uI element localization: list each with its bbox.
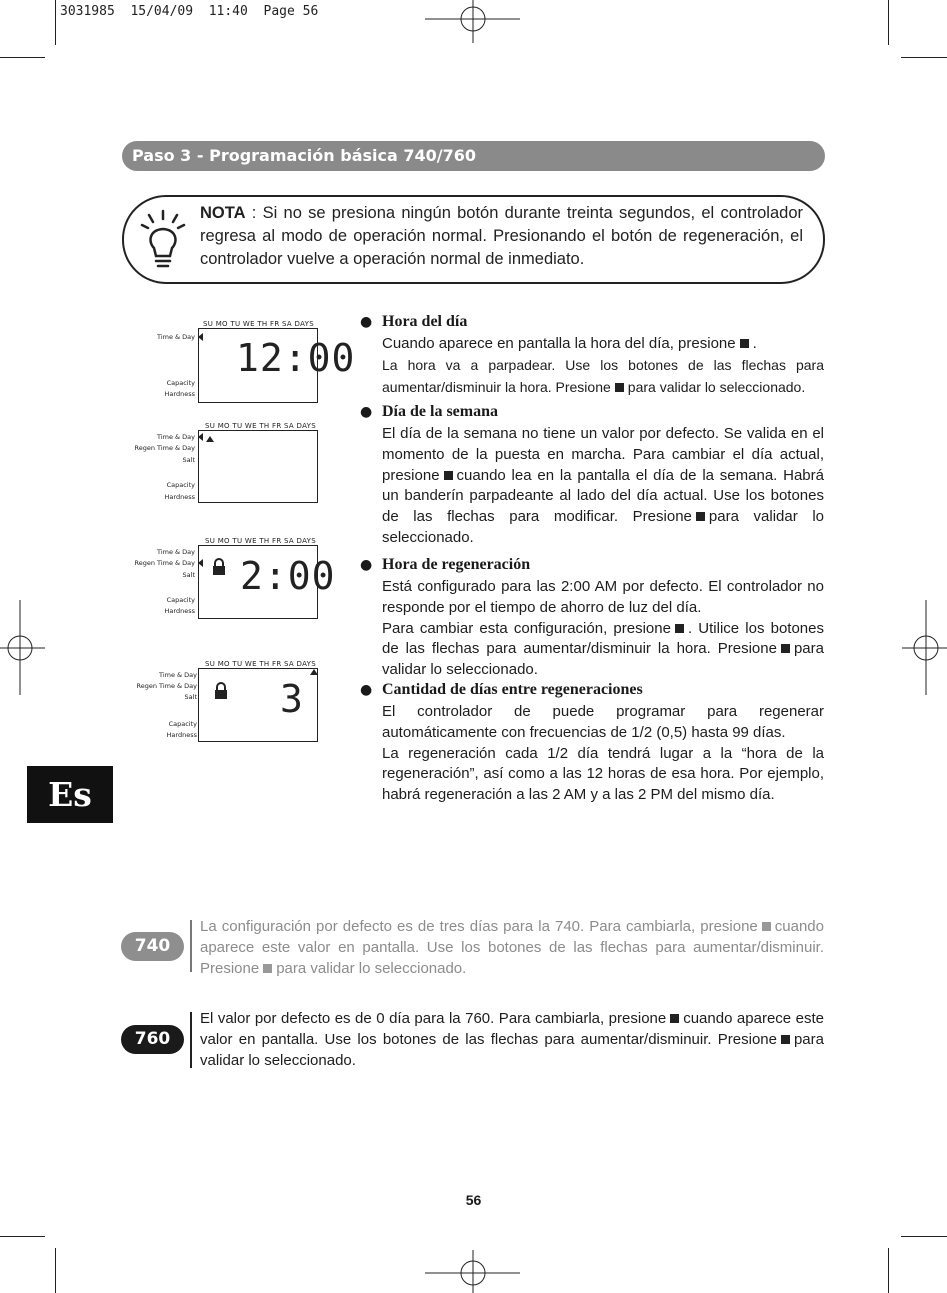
lcd-label: Hardness bbox=[164, 607, 195, 615]
section-text: para validar lo seleccionado. bbox=[382, 640, 824, 679]
day-marker-icon bbox=[206, 436, 214, 442]
set-button-icon bbox=[670, 1014, 679, 1023]
set-button-icon bbox=[263, 964, 272, 973]
section-text: para validar lo seleccionado. bbox=[382, 508, 825, 546]
page-number: 56 bbox=[465, 1192, 482, 1208]
lcd-label: Salt bbox=[182, 571, 195, 579]
flag-icon bbox=[198, 433, 203, 441]
lcd-label: Hardness bbox=[164, 493, 195, 501]
flag-icon bbox=[198, 559, 203, 567]
section-text: Está configurado para las 2:00 AM por defecto. El controlador no responde por el tiempo de ahorro de luz del día. bbox=[382, 578, 824, 616]
lcd-label: Hardness bbox=[164, 390, 195, 398]
set-button-icon bbox=[444, 471, 453, 480]
note-body: : Si no se presiona ningún botón durante treinta segundos, el controlador regresa al modo de operación normal. Presionando el botón de regeneración, el controlador vuelve a operación normal de inmediato. bbox=[200, 204, 803, 268]
flag-icon bbox=[198, 333, 203, 341]
section-text: para validar lo seleccionado. bbox=[627, 378, 806, 395]
note-text bbox=[200, 202, 803, 271]
set-button-icon bbox=[696, 512, 705, 521]
lcd-days-row: SU MO TU WE TH FR SA DAYS bbox=[205, 422, 316, 430]
lcd-label: Regen Time & Day bbox=[136, 682, 197, 690]
section-text: . Utilice los botones de las flechas para aumentar/disminuir la hora. Presione bbox=[382, 619, 824, 658]
lock-icon bbox=[212, 558, 226, 575]
language-tab: Es bbox=[27, 766, 113, 823]
lcd-label: Salt bbox=[184, 693, 197, 701]
lcd-value: 12:00 bbox=[236, 336, 356, 380]
note-label: NOTA bbox=[200, 204, 246, 222]
lcd-label: Capacity bbox=[168, 720, 197, 728]
section-text: cuando lea en la pantalla el día de la semana. Habrá un banderín parpadeante al lado del día actual. Use los botones de las flechas para modificar. Presione bbox=[382, 466, 824, 526]
lcd-days-row: SU MO TU WE TH FR SA DAYS bbox=[203, 320, 314, 328]
print-slug: 3031985 15/04/09 11:40 Page 56 bbox=[60, 4, 319, 19]
lcd-label: Capacity bbox=[166, 481, 195, 489]
model-note-text: cuando aparece este valor en pantalla. Use los botones de las flechas para aumentar/disminuir. Presione bbox=[200, 918, 824, 977]
lcd-label: Time & Day bbox=[157, 548, 195, 556]
set-button-icon bbox=[762, 922, 771, 931]
section-text: El día de la semana no tiene un valor por defecto. Se valida en el momento de la puesta en marcha. Para cambiar el día actual, presione bbox=[382, 425, 824, 484]
lcd-label: Hardness bbox=[166, 731, 197, 739]
lcd-label: Time & Day bbox=[157, 433, 195, 441]
lcd-days-row: SU MO TU WE TH FR SA DAYS bbox=[205, 660, 316, 668]
lcd-value: 3 bbox=[280, 677, 304, 721]
section-title: Hora de regeneración bbox=[382, 556, 531, 573]
set-button-icon bbox=[781, 1035, 790, 1044]
section-title: Hora del día bbox=[382, 313, 468, 330]
days-marker-icon bbox=[310, 669, 318, 675]
section-text: La hora va a parpadear. Use los botones de las flechas para aumentar/disminuir la hora. Presione bbox=[382, 356, 824, 395]
section-title: Día de la semana bbox=[382, 403, 498, 420]
lcd-value: 2:00 bbox=[240, 554, 336, 598]
model-note-text: para validar lo seleccionado. bbox=[200, 1030, 824, 1069]
model-note-text: El valor por defecto es de 0 día para la 760. Para cambiarla, presione bbox=[200, 1010, 667, 1027]
model-note-text: cuando aparece este valor en pantalla. Use los botones de las flechas para aumentar/disminuir. Presione bbox=[200, 1010, 824, 1048]
model-badge-740: 740 bbox=[121, 932, 184, 961]
model-note-text: La configuración por defecto es de tres días para la 740. Para cambiarla, presione bbox=[200, 918, 758, 935]
lcd-label: Time & Day bbox=[159, 671, 197, 679]
lcd-days-row: SU MO TU WE TH FR SA DAYS bbox=[205, 537, 316, 545]
lcd-screen bbox=[198, 430, 318, 503]
set-button-icon bbox=[781, 644, 790, 653]
section-text: La regeneración cada 1/2 día tendrá lugar a la “hora de la regeneración”, así como a las 12 horas de esa hora. Por ejemplo, habrá regeneración a las 2 AM y a las 2 PM del mismo día. bbox=[382, 744, 824, 804]
lcd-label: Salt bbox=[182, 456, 195, 464]
section-header: Paso 3 - Programación básica 740/760 bbox=[122, 141, 825, 171]
set-button-icon bbox=[740, 339, 749, 348]
set-button-icon bbox=[615, 383, 624, 392]
lcd-label: Capacity bbox=[166, 596, 195, 604]
lock-icon bbox=[214, 682, 228, 699]
section-text: Cuando aparece en pantalla la hora del día, presione bbox=[382, 335, 736, 352]
model-badge-760: 760 bbox=[121, 1025, 184, 1054]
model-note-text: para validar lo seleccionado. bbox=[276, 959, 467, 977]
lcd-label: Time & Day bbox=[157, 333, 195, 341]
lcd-label: Capacity bbox=[166, 379, 195, 387]
lcd-label: Regen Time & Day bbox=[134, 444, 195, 452]
section-title: Cantidad de días entre regeneraciones bbox=[382, 681, 643, 698]
set-button-icon bbox=[675, 624, 684, 633]
section-text: El controlador de puede programar para regenerar automáticamente con frecuencias de 1/2 (0,5) hasta 99 días. bbox=[382, 703, 824, 741]
section-text: Para cambiar esta configuración, presione bbox=[382, 619, 671, 637]
lightbulb-icon bbox=[138, 208, 188, 270]
lcd-label: Regen Time & Day bbox=[134, 559, 195, 567]
